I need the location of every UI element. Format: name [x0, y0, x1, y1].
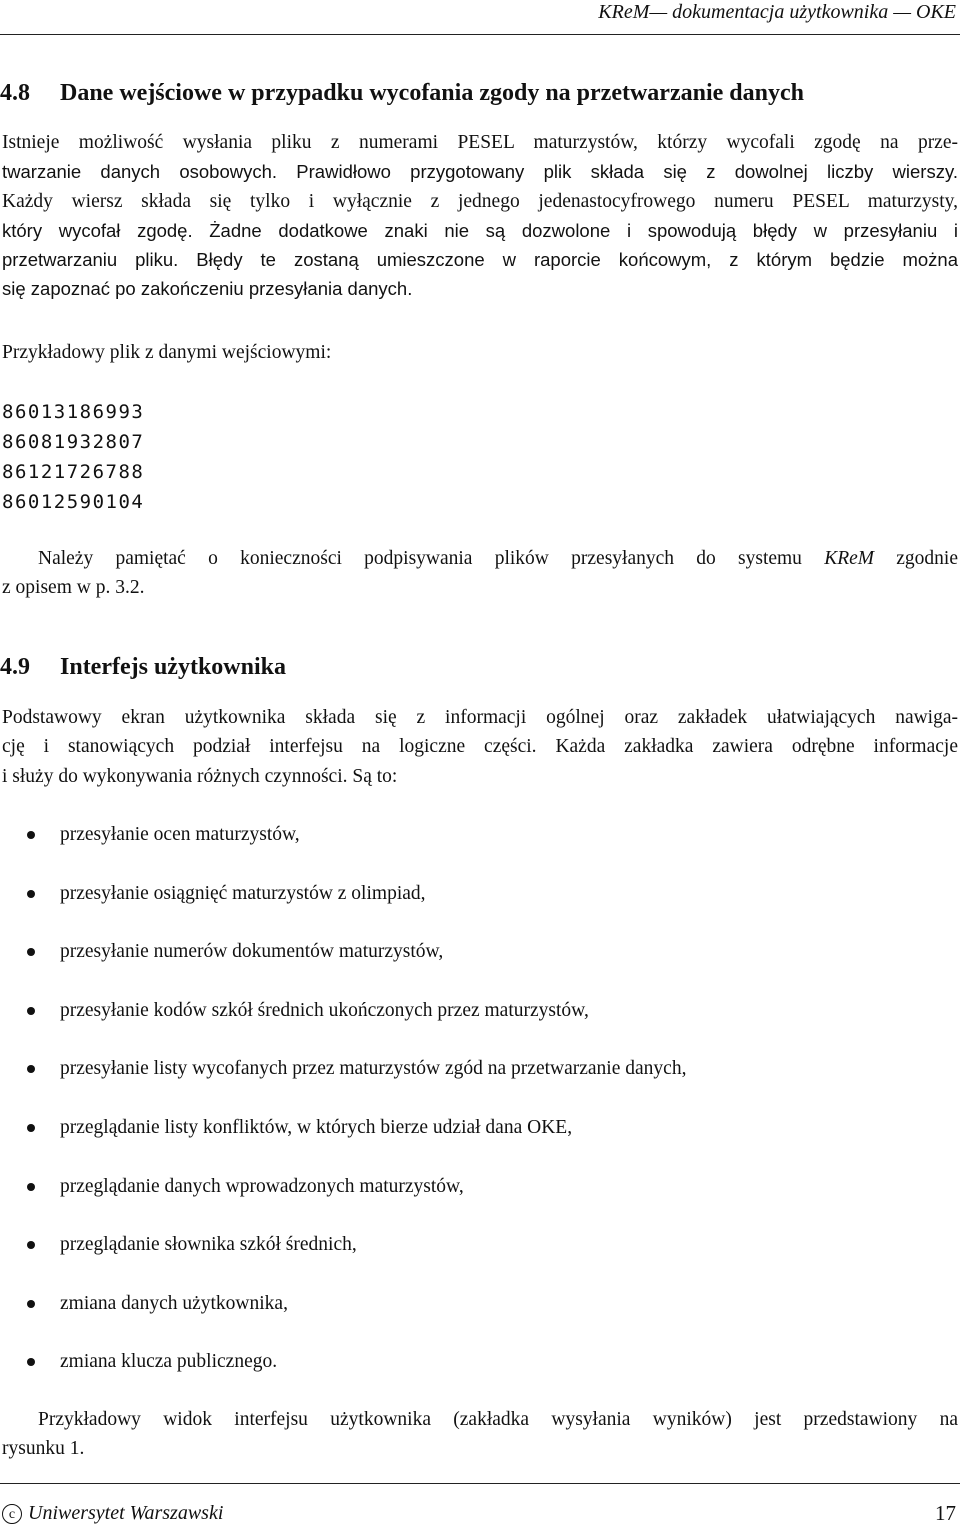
- bullet-icon: [27, 1065, 35, 1073]
- list-item: [0, 1172, 960, 1231]
- list-item: [0, 879, 960, 938]
- pesel-line: 86013186993: [2, 401, 145, 423]
- footer-rule: [0, 1483, 960, 1484]
- footer-copyright: [2, 1500, 223, 1526]
- paragraph-line: się zapoznać po zakończeniu przesyłania danych.: [2, 278, 413, 300]
- section-heading-4-9: [0, 652, 286, 682]
- note-text: Należy pamiętać o konieczności podpisywania plików przesyłanych do systemu: [38, 548, 825, 569]
- list-item: [0, 1113, 960, 1172]
- list-item: [0, 996, 960, 1055]
- bullet-icon: [27, 1241, 35, 1249]
- closing-line: rysunku 1.: [2, 1438, 85, 1460]
- list-item: [0, 1054, 960, 1113]
- paragraph-line: który wycofał zgodę. Żadne dodatkowe znaki nie są dozwolone i spowodują błędy w przesyłaniu i: [2, 219, 958, 241]
- bullet-icon: [27, 890, 35, 898]
- list-item-text: przesyłanie numerów dokumentów maturzystów,: [60, 941, 444, 963]
- section-title: Interfejs użytkownika: [60, 654, 286, 680]
- page-number: 17: [935, 1501, 956, 1525]
- paragraph-line: Każdy wiersz składa się tylko i wyłącznie z jednego jedenastocyfrowego numeru PESEL maturzysty,: [2, 190, 958, 212]
- list-item: [0, 820, 960, 879]
- bullet-icon: [27, 1300, 35, 1308]
- example-intro-text: Przykładowy plik z danymi wejściowymi:: [2, 342, 332, 363]
- list-item: [0, 937, 960, 996]
- list-item-text: zmiana danych użytkownika,: [60, 1292, 288, 1314]
- list-item-text: przesyłanie kodów szkół średnich ukończonych przez maturzystów,: [60, 999, 589, 1021]
- closing-paragraph: [2, 1405, 958, 1464]
- paragraph-line: cję i stanowiących podział interfejsu na logiczne części. Każda zakładka zawiera odrębne informacje: [2, 736, 958, 758]
- section-number: 4.8: [0, 80, 30, 106]
- list-item: [0, 1347, 960, 1406]
- bullet-icon: [27, 831, 35, 839]
- list-item-text: przesyłanie listy wycofanych przez maturzystów zgód na przetwarzanie danych,: [60, 1058, 687, 1080]
- paragraph-line: Istnieje możliwość wysłania pliku z numerami PESEL maturzystów, którzy wycofali zgodę na prze-: [2, 132, 958, 153]
- pesel-line: 86121726788: [2, 461, 145, 483]
- bullet-icon: [27, 1124, 35, 1132]
- copyright-icon: c: [2, 1504, 22, 1524]
- list-item-text: przeglądanie danych wprowadzonych maturzystów,: [60, 1175, 464, 1197]
- pesel-line: 86012590104: [2, 491, 145, 513]
- section-4-8-paragraph: [2, 128, 958, 304]
- list-item: [0, 1230, 960, 1289]
- section-heading-4-8: [0, 78, 804, 108]
- paragraph-line: twarzanie danych osobowych. Prawidłowo przygotowany plik składa się z dowolnej liczby wierszy.: [2, 161, 958, 183]
- paragraph-line: Podstawowy ekran użytkownika składa się z informacji ogólnej oraz zakładek ułatwiających nawiga-: [2, 707, 958, 728]
- list-item-text: zmiana klucza publicznego.: [60, 1351, 278, 1373]
- bullet-icon: [27, 1007, 35, 1015]
- list-item-text: przesyłanie ocen maturzystów,: [60, 824, 300, 845]
- organization-name: Uniwersytet Warszawski: [28, 1502, 224, 1524]
- list-item: [0, 1289, 960, 1348]
- section-title: Dane wejściowe w przypadku wycofania zgody na przetwarzanie danych: [60, 80, 804, 106]
- bullet-icon: [27, 1183, 35, 1191]
- paragraph-line: i służy do wykonywania różnych czynności. Są to:: [2, 765, 398, 787]
- system-name: KReM: [824, 548, 875, 569]
- tab-function-list: [0, 820, 960, 1406]
- pesel-line: 86081932807: [2, 431, 145, 453]
- example-intro: [2, 338, 958, 367]
- note-line: [2, 544, 958, 573]
- note-line: z opisem w p. 3.2.: [2, 577, 145, 599]
- list-item-text: przesyłanie osiągnięć maturzystów z olimpiad,: [60, 882, 426, 904]
- header-rule: [0, 34, 960, 35]
- signing-note: [2, 544, 958, 603]
- example-file-block: [2, 397, 144, 517]
- note-text: zgodnie: [874, 548, 958, 569]
- list-item-text: przeglądanie listy konfliktów, w których bierze udział dana OKE,: [60, 1116, 573, 1138]
- bullet-icon: [27, 948, 35, 956]
- section-4-9-paragraph: [2, 703, 958, 791]
- paragraph-line: przetwarzaniu pliku. Błędy te zostaną umieszczone w raporcie końcowym, z którym będzie można: [2, 249, 958, 271]
- closing-line: Przykładowy widok interfejsu użytkownika (zakładka wysyłania wyników) jest przedstawiony na: [38, 1409, 958, 1430]
- running-header: KReM— dokumentacja użytkownika — OKE: [598, 1, 956, 23]
- bullet-icon: [27, 1358, 35, 1366]
- section-number: 4.9: [0, 654, 30, 680]
- list-item-text: przeglądanie słownika szkół średnich,: [60, 1234, 357, 1256]
